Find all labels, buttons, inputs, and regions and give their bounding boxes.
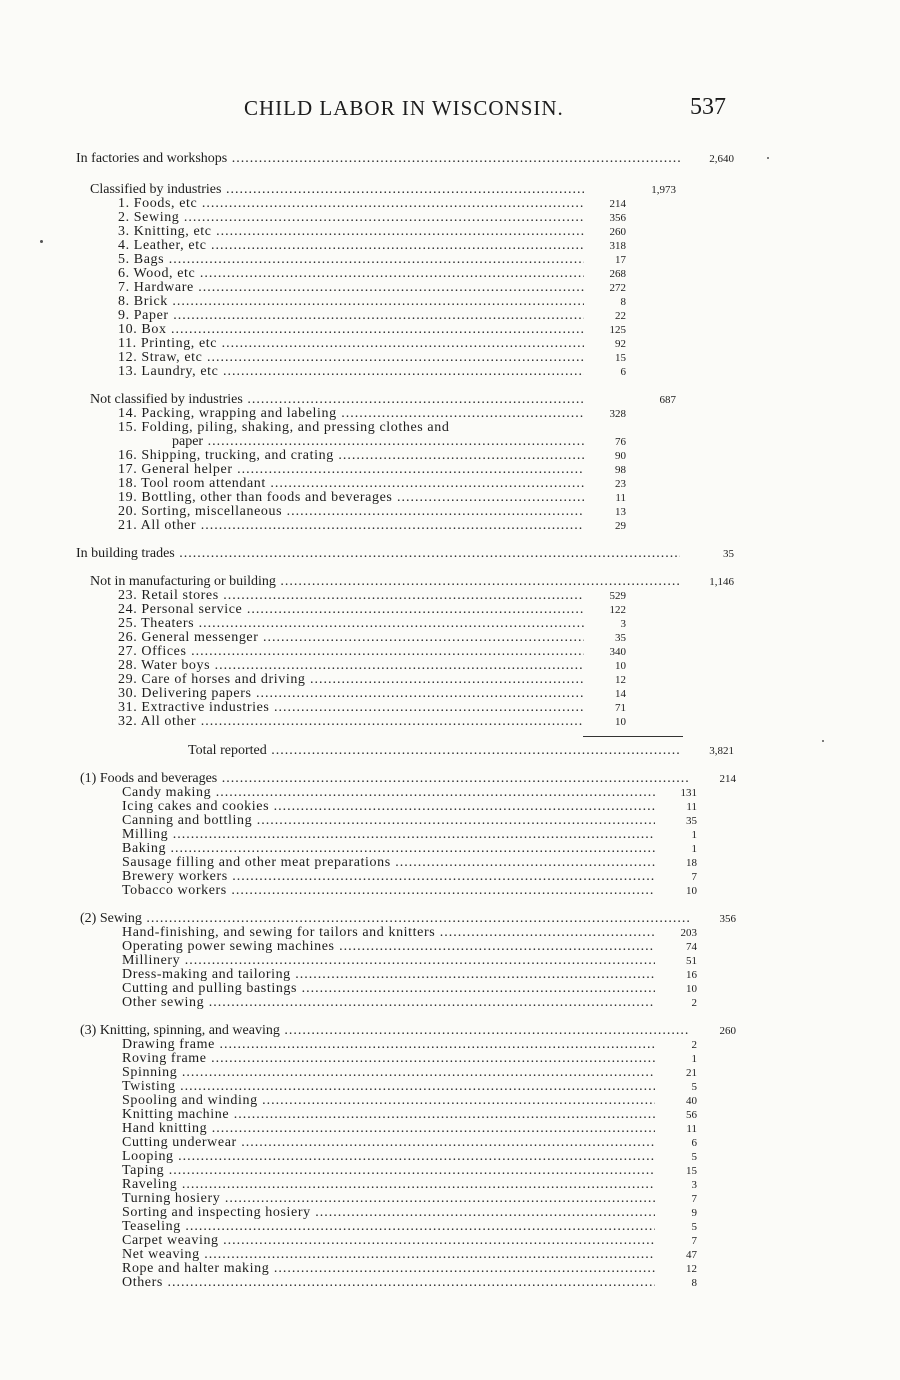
table-row: [0, 491, 900, 505]
row-value: 13: [615, 506, 626, 518]
row-value: 10: [686, 885, 697, 897]
row-value: 74: [686, 941, 697, 953]
table-row: [0, 1066, 900, 1080]
table-row: [0, 1220, 900, 1234]
table-row: [0, 645, 900, 659]
row-label: 10. Box .....: [118, 323, 584, 337]
row-value: 7: [691, 1235, 697, 1247]
row-label: 14. Packing, wrapping and labeling .....: [118, 407, 584, 421]
row-label: Teaseling .....: [122, 1220, 655, 1234]
table-row: [0, 152, 900, 166]
row-value: 10: [686, 983, 697, 995]
table-row: [0, 575, 900, 589]
table-row: [0, 1192, 900, 1206]
row-value: 7: [691, 871, 697, 883]
table-row: [0, 996, 900, 1010]
row-label: 4. Leather, etc .....: [118, 239, 584, 253]
row-value: 340: [609, 646, 626, 658]
table-row: [0, 1122, 900, 1136]
page-number: 537: [690, 94, 726, 120]
row-label: 17. General helper .....: [118, 463, 584, 477]
row-value: 1,973: [651, 184, 676, 196]
row-value: 328: [609, 408, 626, 420]
table-row: [0, 183, 900, 197]
table-row: [0, 673, 900, 687]
row-value: 356: [719, 913, 736, 925]
row-value: 1: [691, 829, 697, 841]
row-label: Classified by industries .....: [90, 183, 584, 197]
row-label: Other sewing .....: [122, 996, 655, 1010]
table-row: [0, 463, 900, 477]
row-value: 203: [680, 927, 697, 939]
row-value: 214: [719, 773, 736, 785]
row-label: Milling .....: [122, 828, 655, 842]
row-value: 21: [686, 1067, 697, 1079]
row-label: 30. Delivering papers .....: [118, 687, 584, 701]
table-row: [0, 744, 900, 758]
row-label: Baking .....: [122, 842, 655, 856]
row-value: 47: [686, 1249, 697, 1261]
table-row: [0, 253, 900, 267]
row-value: 318: [609, 240, 626, 252]
row-value: 18: [686, 857, 697, 869]
row-value: 1,146: [709, 576, 734, 588]
table-row: [0, 267, 900, 281]
row-value: 1: [691, 843, 697, 855]
row-value: 3: [620, 618, 626, 630]
table-row: [0, 603, 900, 617]
row-value: 260: [609, 226, 626, 238]
table-row: [0, 1164, 900, 1178]
row-label: 26. General messenger .....: [118, 631, 584, 645]
row-value: 5: [691, 1081, 697, 1093]
row-value: 51: [686, 955, 697, 967]
row-value: 2,640: [709, 153, 734, 165]
row-value: 122: [609, 604, 626, 616]
row-value: 23: [615, 478, 626, 490]
table-row: [0, 239, 900, 253]
row-value: 16: [686, 969, 697, 981]
row-value: 11: [686, 1123, 697, 1135]
table-row: [0, 772, 900, 786]
row-value: 5: [691, 1151, 697, 1163]
table-row: [0, 1108, 900, 1122]
table-row: [0, 421, 900, 435]
row-value: 35: [686, 815, 697, 827]
row-label: Hand-finishing, and sewing for tailors and knitters .....: [122, 926, 655, 940]
row-label: Roving frame .....: [122, 1052, 655, 1066]
row-label: paper .....: [172, 435, 584, 449]
row-label: In building trades .....: [76, 547, 680, 561]
table-row: [0, 519, 900, 533]
row-value: 6: [620, 366, 626, 378]
row-label: (2) Sewing .....: [80, 912, 690, 926]
row-value: 12: [615, 674, 626, 686]
row-value: 8: [620, 296, 626, 308]
table-row: [0, 856, 900, 870]
table-row: [0, 926, 900, 940]
table-row: [0, 337, 900, 351]
table-row: [0, 295, 900, 309]
row-label: Spinning .....: [122, 1066, 655, 1080]
row-label: 31. Extractive industries .....: [118, 701, 584, 715]
row-label: 15. Folding, piling, shaking, and pressing clothes and: [118, 421, 450, 435]
row-value: 15: [615, 352, 626, 364]
table-row: [0, 435, 900, 449]
row-label: Dress-making and tailoring .....: [122, 968, 655, 982]
row-value: 92: [615, 338, 626, 350]
table-row: [0, 197, 900, 211]
row-value: 56: [686, 1109, 697, 1121]
row-label: Knitting machine .....: [122, 1108, 655, 1122]
row-value: 10: [615, 716, 626, 728]
row-label: (3) Knitting, spinning, and weaving .....: [80, 1024, 690, 1038]
row-value: 10: [615, 660, 626, 672]
row-value: 11: [686, 801, 697, 813]
table-row: [0, 701, 900, 715]
row-label: 32. All other .....: [118, 715, 584, 729]
row-value: 22: [615, 310, 626, 322]
table-row: [0, 954, 900, 968]
row-value: 2: [691, 1039, 697, 1051]
table-row: [0, 351, 900, 365]
row-label: 16. Shipping, trucking, and crating .....: [118, 449, 584, 463]
row-label: Looping .....: [122, 1150, 655, 1164]
row-label: 24. Personal service .....: [118, 603, 584, 617]
table-row: [0, 687, 900, 701]
table-row: [0, 281, 900, 295]
row-label: Cutting underwear .....: [122, 1136, 655, 1150]
table-row: [0, 1262, 900, 1276]
table-row: [0, 547, 900, 561]
table-row: [0, 1136, 900, 1150]
row-label: 29. Care of horses and driving .....: [118, 673, 584, 687]
row-value: 29: [615, 520, 626, 532]
row-value: 5: [691, 1221, 697, 1233]
row-label: Brewery workers .....: [122, 870, 655, 884]
row-label: Rope and halter making .....: [122, 1262, 655, 1276]
table-row: [0, 968, 900, 982]
row-label: 20. Sorting, miscellaneous .....: [118, 505, 584, 519]
table-row: [0, 1178, 900, 1192]
row-value: 7: [691, 1193, 697, 1205]
row-label: 3. Knitting, etc .....: [118, 225, 584, 239]
table-row: [0, 1150, 900, 1164]
row-label: (1) Foods and beverages .....: [80, 772, 690, 786]
row-label: Icing cakes and cookies .....: [122, 800, 655, 814]
row-value: 35: [615, 632, 626, 644]
row-value: 1: [691, 1053, 697, 1065]
row-label: 25. Theaters .....: [118, 617, 584, 631]
row-label: 28. Water boys .....: [118, 659, 584, 673]
table-row: [0, 365, 900, 379]
row-label: 11. Printing, etc .....: [118, 337, 584, 351]
table-row: [0, 631, 900, 645]
table-row: [0, 828, 900, 842]
row-label: 8. Brick .....: [118, 295, 584, 309]
row-value: 90: [615, 450, 626, 462]
row-value: 35: [723, 548, 734, 560]
row-value: 214: [609, 198, 626, 210]
speck: [822, 740, 824, 742]
row-label: 2. Sewing .....: [118, 211, 584, 225]
row-value: 17: [615, 254, 626, 266]
table-row: [0, 589, 900, 603]
row-value: 125: [609, 324, 626, 336]
row-label: Canning and bottling .....: [122, 814, 655, 828]
speck: [767, 157, 769, 159]
row-label: Not classified by industries .....: [90, 393, 584, 407]
table-row: [0, 407, 900, 421]
row-value: 268: [609, 268, 626, 280]
table-row: [0, 715, 900, 729]
table-row: [0, 225, 900, 239]
row-label: 27. Offices .....: [118, 645, 584, 659]
table-row: [0, 211, 900, 225]
table-row: [0, 884, 900, 898]
row-label: 19. Bottling, other than foods and beverages .....: [118, 491, 584, 505]
row-label: Operating power sewing machines .....: [122, 940, 655, 954]
table-row: [0, 309, 900, 323]
row-value: 260: [719, 1025, 736, 1037]
row-label: 6. Wood, etc .....: [118, 267, 584, 281]
table-row: [0, 982, 900, 996]
row-label: Sorting and inspecting hosiery .....: [122, 1206, 655, 1220]
table-row: [0, 870, 900, 884]
row-label: Millinery .....: [122, 954, 655, 968]
row-label: Candy making .....: [122, 786, 655, 800]
row-value: 356: [609, 212, 626, 224]
table-row: [0, 940, 900, 954]
table-row: [0, 800, 900, 814]
table-row: [0, 617, 900, 631]
table-row: [0, 449, 900, 463]
row-value: 9: [691, 1207, 697, 1219]
row-label: Sausage filling and other meat preparations .....: [122, 856, 655, 870]
row-label: 13. Laundry, etc .....: [118, 365, 584, 379]
row-label: Not in manufacturing or building .....: [90, 575, 680, 589]
row-label: 23. Retail stores .....: [118, 589, 584, 603]
row-value: 3: [691, 1179, 697, 1191]
table-row: [0, 842, 900, 856]
row-value: 71: [615, 702, 626, 714]
row-value: 687: [659, 394, 676, 406]
row-value: 2: [691, 997, 697, 1009]
table-row: [0, 1052, 900, 1066]
row-value: 40: [686, 1095, 697, 1107]
table-row: [0, 1038, 900, 1052]
row-value: 11: [615, 492, 626, 504]
row-value: 14: [615, 688, 626, 700]
row-label: 5. Bags .....: [118, 253, 584, 267]
row-label: Raveling .....: [122, 1178, 655, 1192]
row-label: 18. Tool room attendant .....: [118, 477, 584, 491]
table-row: [0, 659, 900, 673]
row-value: 529: [609, 590, 626, 602]
row-label: Total reported .....: [188, 744, 680, 758]
table-row: [0, 786, 900, 800]
row-label: 7. Hardware .....: [118, 281, 584, 295]
row-label: Spooling and winding .....: [122, 1094, 655, 1108]
row-label: Drawing frame .....: [122, 1038, 655, 1052]
table-row: [0, 323, 900, 337]
row-label: Carpet weaving .....: [122, 1234, 655, 1248]
row-label: Hand knitting .....: [122, 1122, 655, 1136]
row-label: Taping .....: [122, 1164, 655, 1178]
row-label: Cutting and pulling bastings .....: [122, 982, 655, 996]
total-rule: [583, 736, 683, 737]
table-row: [0, 477, 900, 491]
speck: [40, 240, 43, 243]
running-head-title: CHILD LABOR IN WISCONSIN.: [244, 96, 564, 120]
row-value: 12: [686, 1263, 697, 1275]
table-row: [0, 1248, 900, 1262]
table-row: [0, 393, 900, 407]
table-row: [0, 1080, 900, 1094]
table-row: [0, 1024, 900, 1038]
table-row: [0, 1094, 900, 1108]
row-value: 8: [691, 1277, 697, 1289]
table-row: [0, 912, 900, 926]
row-value: 6: [691, 1137, 697, 1149]
row-value: 3,821: [709, 745, 734, 757]
row-label: Turning hosiery .....: [122, 1192, 655, 1206]
table-row: [0, 1234, 900, 1248]
row-value: 98: [615, 464, 626, 476]
row-label: 12. Straw, etc .....: [118, 351, 584, 365]
row-value: 272: [609, 282, 626, 294]
row-label: In factories and workshops .....: [76, 152, 680, 166]
row-label: Net weaving .....: [122, 1248, 655, 1262]
row-label: Twisting .....: [122, 1080, 655, 1094]
row-value: 131: [680, 787, 697, 799]
row-label: 9. Paper .....: [118, 309, 584, 323]
table-row: [0, 1206, 900, 1220]
row-label: 1. Foods, etc .....: [118, 197, 584, 211]
row-label: Tobacco workers .....: [122, 884, 655, 898]
row-label: Others .....: [122, 1276, 655, 1290]
row-value: 15: [686, 1165, 697, 1177]
table-row: [0, 505, 900, 519]
row-value: 76: [615, 436, 626, 448]
table-row: [0, 814, 900, 828]
row-label: 21. All other .....: [118, 519, 584, 533]
table-row: [0, 1276, 900, 1290]
